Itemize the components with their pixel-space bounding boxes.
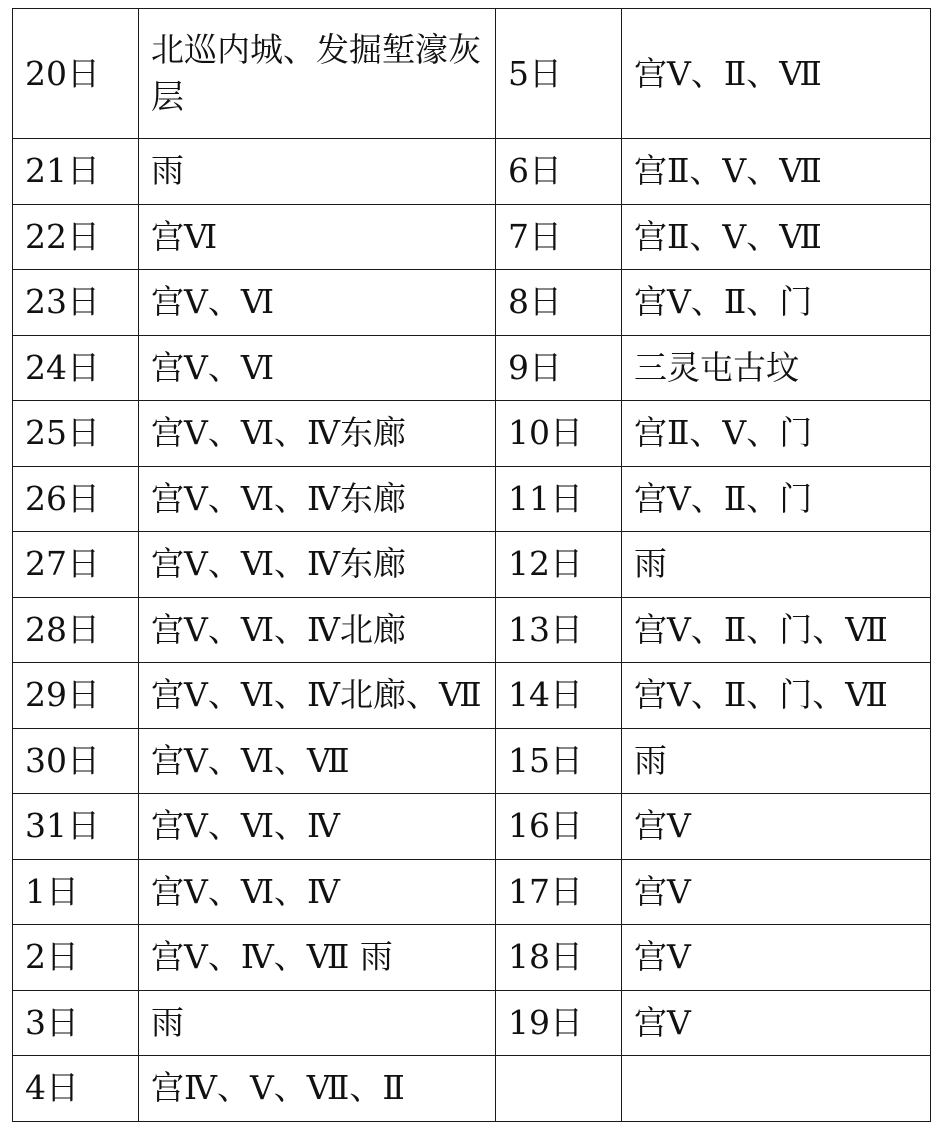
table-row bbox=[13, 9, 931, 139]
activity-cell-right: 三灵屯古坟 bbox=[622, 335, 931, 401]
table-row bbox=[13, 728, 931, 794]
excavation-log-table bbox=[12, 8, 931, 1122]
date-cell-left: 20日 bbox=[13, 9, 139, 139]
date-cell-right: 8日 bbox=[496, 270, 622, 336]
activity-cell-left: 宫Ⅴ、Ⅵ、Ⅳ东廊 bbox=[139, 466, 496, 532]
activity-cell-right: 宫Ⅴ bbox=[622, 990, 931, 1056]
date-cell-right: 6日 bbox=[496, 139, 622, 205]
date-cell-left: 30日 bbox=[13, 728, 139, 794]
activity-cell-right: 宫Ⅴ、Ⅱ、Ⅶ bbox=[622, 9, 931, 139]
table-row bbox=[13, 532, 931, 598]
date-cell-right: 18日 bbox=[496, 925, 622, 991]
activity-cell-right: 雨 bbox=[622, 728, 931, 794]
activity-cell-left: 宫Ⅴ、Ⅵ bbox=[139, 270, 496, 336]
activity-cell-left: 宫Ⅴ、Ⅵ、Ⅳ bbox=[139, 859, 496, 925]
table-body bbox=[13, 9, 931, 1122]
activity-cell-left: 宫Ⅳ、Ⅴ、Ⅶ、Ⅱ bbox=[139, 1056, 496, 1122]
table-row bbox=[13, 204, 931, 270]
date-cell-left: 25日 bbox=[13, 401, 139, 467]
table-row bbox=[13, 270, 931, 336]
activity-cell-right: 宫Ⅴ、Ⅱ、门、Ⅶ bbox=[622, 597, 931, 663]
date-cell-right: 11日 bbox=[496, 466, 622, 532]
activity-cell-right bbox=[622, 1056, 931, 1122]
activity-cell-right: 宫Ⅴ、Ⅱ、门、Ⅶ bbox=[622, 663, 931, 729]
activity-cell-right: 宫Ⅱ、Ⅴ、Ⅶ bbox=[622, 139, 931, 205]
table-row bbox=[13, 925, 931, 991]
table-row bbox=[13, 139, 931, 205]
activity-cell-right: 宫Ⅱ、Ⅴ、Ⅶ bbox=[622, 204, 931, 270]
activity-cell-left: 宫Ⅴ、Ⅵ bbox=[139, 335, 496, 401]
activity-cell-left: 宫Ⅴ、Ⅵ、Ⅳ东廊 bbox=[139, 401, 496, 467]
activity-cell-left: 宫Ⅴ、Ⅳ、Ⅶ 雨 bbox=[139, 925, 496, 991]
activity-cell-right: 宫Ⅴ bbox=[622, 925, 931, 991]
activity-cell-left: 宫Ⅴ、Ⅵ、Ⅶ bbox=[139, 728, 496, 794]
date-cell-right: 16日 bbox=[496, 794, 622, 860]
table-row bbox=[13, 335, 931, 401]
date-cell-right bbox=[496, 1056, 622, 1122]
activity-cell-left: 雨 bbox=[139, 139, 496, 205]
date-cell-left: 1日 bbox=[13, 859, 139, 925]
date-cell-right: 15日 bbox=[496, 728, 622, 794]
activity-cell-right: 宫Ⅴ、Ⅱ、门 bbox=[622, 270, 931, 336]
date-cell-left: 3日 bbox=[13, 990, 139, 1056]
date-cell-left: 28日 bbox=[13, 597, 139, 663]
date-cell-left: 31日 bbox=[13, 794, 139, 860]
date-cell-left: 22日 bbox=[13, 204, 139, 270]
table-row bbox=[13, 794, 931, 860]
activity-cell-left: 宫Ⅴ、Ⅵ、Ⅳ北廊 bbox=[139, 597, 496, 663]
activity-cell-left: 宫Ⅴ、Ⅵ、Ⅳ bbox=[139, 794, 496, 860]
date-cell-right: 17日 bbox=[496, 859, 622, 925]
date-cell-left: 27日 bbox=[13, 532, 139, 598]
date-cell-right: 19日 bbox=[496, 990, 622, 1056]
date-cell-left: 2日 bbox=[13, 925, 139, 991]
table-row bbox=[13, 859, 931, 925]
activity-cell-right: 宫Ⅴ bbox=[622, 794, 931, 860]
table-row bbox=[13, 1056, 931, 1122]
table-row bbox=[13, 663, 931, 729]
activity-cell-right: 雨 bbox=[622, 532, 931, 598]
activity-cell-right: 宫Ⅴ、Ⅱ、门 bbox=[622, 466, 931, 532]
activity-cell-left: 雨 bbox=[139, 990, 496, 1056]
activity-cell-left: 北巡内城、发掘堑濠灰层 bbox=[139, 9, 496, 139]
table-row bbox=[13, 466, 931, 532]
activity-cell-right: 宫Ⅴ bbox=[622, 859, 931, 925]
date-cell-left: 24日 bbox=[13, 335, 139, 401]
date-cell-left: 4日 bbox=[13, 1056, 139, 1122]
activity-cell-left: 宫Ⅵ bbox=[139, 204, 496, 270]
date-cell-right: 7日 bbox=[496, 204, 622, 270]
activity-cell-left: 宫Ⅴ、Ⅵ、Ⅳ北廊、Ⅶ bbox=[139, 663, 496, 729]
date-cell-left: 26日 bbox=[13, 466, 139, 532]
date-cell-right: 12日 bbox=[496, 532, 622, 598]
table-row bbox=[13, 990, 931, 1056]
date-cell-left: 21日 bbox=[13, 139, 139, 205]
date-cell-right: 13日 bbox=[496, 597, 622, 663]
date-cell-left: 23日 bbox=[13, 270, 139, 336]
activity-cell-right: 宫Ⅱ、Ⅴ、门 bbox=[622, 401, 931, 467]
date-cell-right: 5日 bbox=[496, 9, 622, 139]
date-cell-right: 9日 bbox=[496, 335, 622, 401]
date-cell-right: 14日 bbox=[496, 663, 622, 729]
date-cell-right: 10日 bbox=[496, 401, 622, 467]
date-cell-left: 29日 bbox=[13, 663, 139, 729]
table-row bbox=[13, 597, 931, 663]
activity-cell-left: 宫Ⅴ、Ⅵ、Ⅳ东廊 bbox=[139, 532, 496, 598]
table-row bbox=[13, 401, 931, 467]
